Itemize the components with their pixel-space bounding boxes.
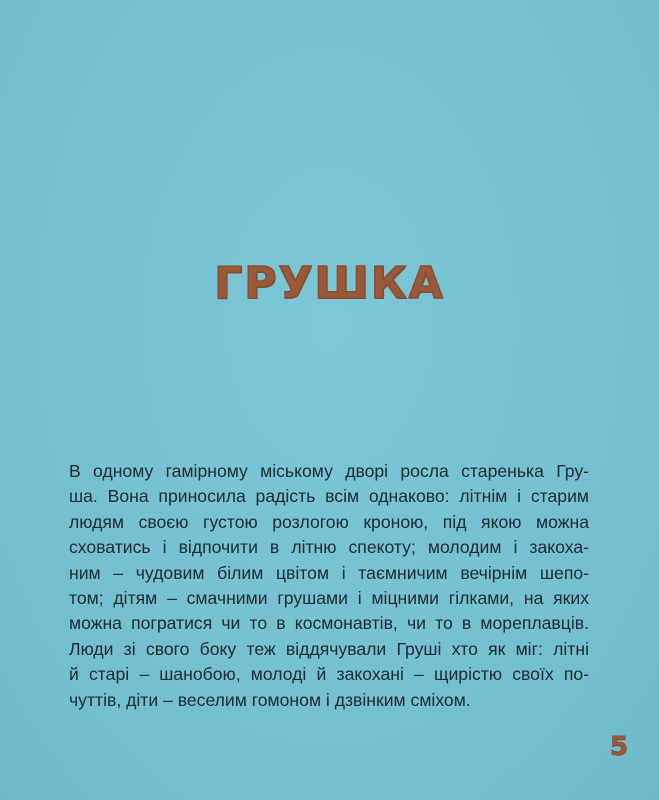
paragraph-line: сховатись і відпочити в літню спекоту; молодим і закоха- bbox=[69, 537, 589, 558]
paragraph-line: В одному гамірному міському дворі росла старенька Гру- bbox=[69, 461, 589, 481]
page-title: ГРУШКА bbox=[214, 258, 445, 309]
page-number: 5 bbox=[610, 732, 629, 762]
paragraph-line: ша. Вона приносила радість всім однаково: літнім і старим bbox=[69, 486, 589, 507]
paragraph-line: Люди зі свого боку теж віддячували Груші хто як міг: літні bbox=[69, 638, 589, 659]
paragraph-line: том; дітям – смачними грушами і міцними гілками, на яких bbox=[69, 588, 589, 609]
paragraph-line: й старі – шанобою, молоді й закохані – щирістю своїх по- bbox=[69, 664, 589, 685]
paragraph-line: людям своєю густою розлогою кроною, під якою можна bbox=[69, 511, 589, 532]
story-paragraph bbox=[69, 459, 589, 713]
paragraph-line: чуттів, діти – веселим гомоном і дзвінким сміхом. bbox=[69, 689, 471, 710]
paragraph-line: можна погратися чи то в космонавтів, чи то в мореплавців. bbox=[69, 613, 589, 634]
paragraph-line: ним – чудовим білим цвітом і таємничим вечірнім шепо- bbox=[69, 562, 589, 583]
